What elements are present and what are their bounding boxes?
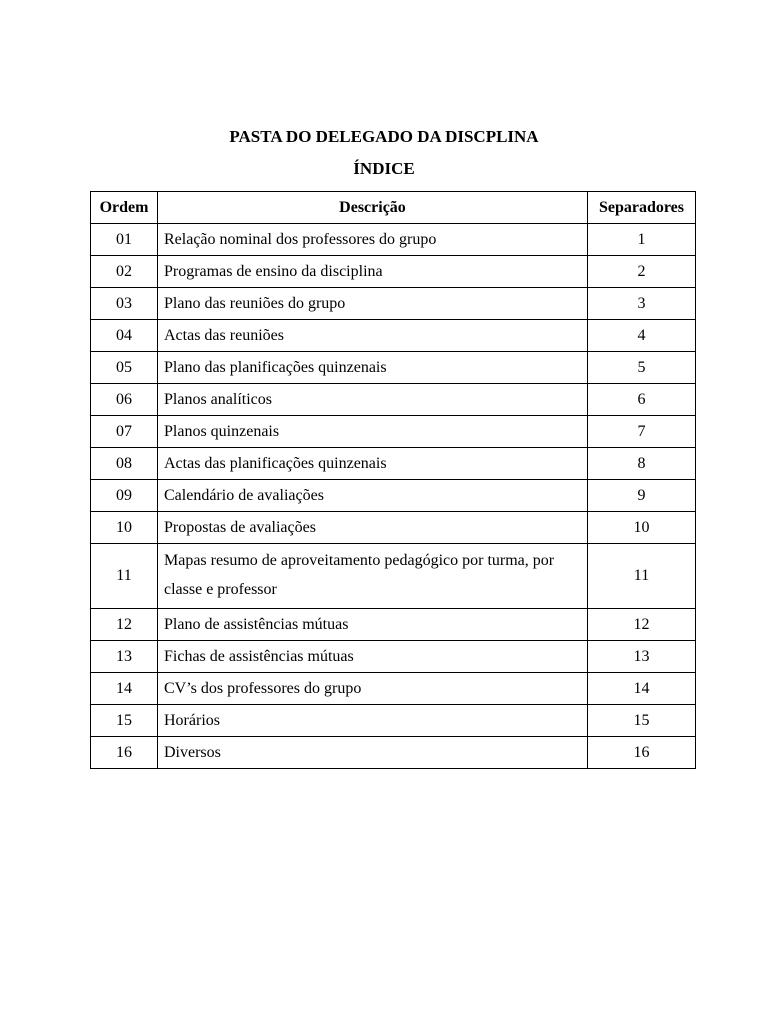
row-description: Plano das planificações quinzenais xyxy=(158,352,588,384)
document-title: PASTA DO DELEGADO DA DISCPLINA xyxy=(229,127,539,146)
table-header-row xyxy=(91,192,696,224)
row-separator: 1 xyxy=(588,224,696,256)
row-description: Fichas de assistências mútuas xyxy=(158,641,588,673)
row-order: 12 xyxy=(91,609,158,641)
row-description: Diversos xyxy=(158,737,588,769)
row-separator: 10 xyxy=(588,512,696,544)
row-separator: 14 xyxy=(588,673,696,705)
index-table xyxy=(90,191,696,769)
row-description: Propostas de avaliações xyxy=(158,512,588,544)
table-row xyxy=(91,705,696,737)
row-order: 02 xyxy=(91,256,158,288)
table-row xyxy=(91,544,696,609)
row-description: Programas de ensino da disciplina xyxy=(158,256,588,288)
row-separator: 4 xyxy=(588,320,696,352)
index-heading: ÍNDICE xyxy=(353,159,415,178)
row-separator: 13 xyxy=(588,641,696,673)
row-description: Plano de assistências mútuas xyxy=(158,609,588,641)
row-separator: 8 xyxy=(588,448,696,480)
row-order: 08 xyxy=(91,448,158,480)
table-row xyxy=(91,641,696,673)
row-description: Mapas resumo de aproveitamento pedagógico por turma, por classe e professor xyxy=(158,544,588,609)
row-separator: 11 xyxy=(588,544,696,609)
row-order: 10 xyxy=(91,512,158,544)
table-row xyxy=(91,737,696,769)
table-row xyxy=(91,352,696,384)
row-separator: 3 xyxy=(588,288,696,320)
table-row xyxy=(91,673,696,705)
header-order: Ordem xyxy=(91,192,158,224)
table-row xyxy=(91,416,696,448)
row-separator: 9 xyxy=(588,480,696,512)
row-order: 07 xyxy=(91,416,158,448)
row-order: 06 xyxy=(91,384,158,416)
row-description: CV’s dos professores do grupo xyxy=(158,673,588,705)
header-description: Descrição xyxy=(158,192,588,224)
table-row xyxy=(91,224,696,256)
row-separator: 12 xyxy=(588,609,696,641)
row-description: Calendário de avaliações xyxy=(158,480,588,512)
row-separator: 16 xyxy=(588,737,696,769)
row-order: 11 xyxy=(91,544,158,609)
row-order: 13 xyxy=(91,641,158,673)
row-separator: 5 xyxy=(588,352,696,384)
row-description: Horários xyxy=(158,705,588,737)
row-separator: 6 xyxy=(588,384,696,416)
row-order: 14 xyxy=(91,673,158,705)
row-separator: 7 xyxy=(588,416,696,448)
row-description: Planos analíticos xyxy=(158,384,588,416)
header-separators: Separadores xyxy=(588,192,696,224)
row-order: 16 xyxy=(91,737,158,769)
table-row xyxy=(91,448,696,480)
row-order: 04 xyxy=(91,320,158,352)
row-description: Relação nominal dos professores do grupo xyxy=(158,224,588,256)
row-order: 01 xyxy=(91,224,158,256)
table-row xyxy=(91,609,696,641)
row-description: Actas das reuniões xyxy=(158,320,588,352)
table-row xyxy=(91,320,696,352)
row-order: 15 xyxy=(91,705,158,737)
row-description: Planos quinzenais xyxy=(158,416,588,448)
row-description: Actas das planificações quinzenais xyxy=(158,448,588,480)
table-row xyxy=(91,480,696,512)
table-row xyxy=(91,512,696,544)
table-row xyxy=(91,256,696,288)
row-separator: 2 xyxy=(588,256,696,288)
row-separator: 15 xyxy=(588,705,696,737)
row-description: Plano das reuniões do grupo xyxy=(158,288,588,320)
row-order: 03 xyxy=(91,288,158,320)
row-order: 09 xyxy=(91,480,158,512)
row-order: 05 xyxy=(91,352,158,384)
table-row xyxy=(91,288,696,320)
table-row xyxy=(91,384,696,416)
